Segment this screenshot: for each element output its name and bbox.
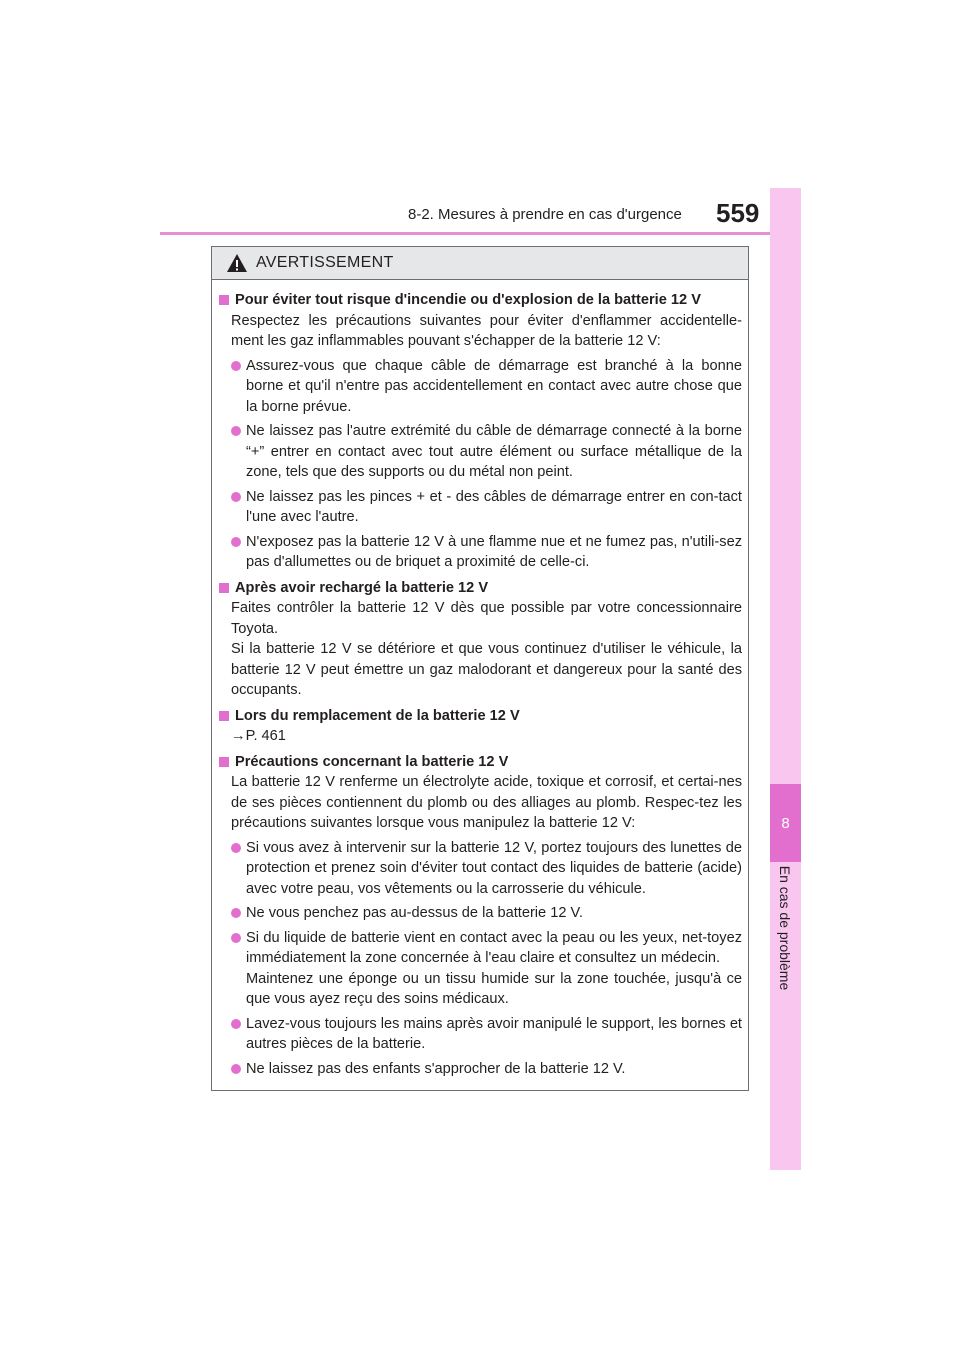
section-paragraph: Faites contrôler la batterie 12 V dès que possible par votre concessionnaire Toyota. <box>231 600 742 637</box>
section-fire-explosion <box>219 290 742 573</box>
list-item: Ne laissez pas l'autre extrémité du câble de démarrage connecté à la borne “+” entrer en contact avec tout autre élément ou surface métallique de la zone, tels que des supports ou du métal non peint. <box>219 421 742 483</box>
chapter-number: 8 <box>770 784 801 862</box>
bullet-dot-icon <box>231 426 241 436</box>
square-bullet-icon <box>219 757 229 767</box>
section-paragraph: La batterie 12 V renferme un électrolyte acide, toxique et corrosif, et certai-nes de ses pièces contiennent du plomb ou des alliages au plomb. Respec-tez les précautions suivantes lorsque vous manipulez la batterie 12 V: <box>231 774 742 831</box>
section-after-recharge <box>219 578 742 701</box>
section-heading: Pour éviter tout risque d'incendie ou d'explosion de la batterie 12 V <box>219 290 742 311</box>
bullet-dot-icon <box>231 537 241 547</box>
bullet-dot-icon <box>231 843 241 853</box>
bullet-dot-icon <box>231 361 241 371</box>
bullet-dot-icon <box>231 908 241 918</box>
warning-title: AVERTISSEMENT <box>256 254 394 271</box>
section-heading: Après avoir rechargé la batterie 12 V <box>219 578 742 599</box>
warning-triangle-icon <box>226 253 248 273</box>
bullet-dot-icon <box>231 492 241 502</box>
bullet-dot-icon <box>231 1019 241 1029</box>
square-bullet-icon <box>219 583 229 593</box>
section-paragraph: Si la batterie 12 V se détériore et que vous continuez d'utiliser le véhicule, la batterie 12 V peut émettre un gaz malodorant et dangereux pour la santé des occupants. <box>231 641 742 698</box>
page-reference-link[interactable]: →P. 461 <box>231 728 286 744</box>
section-header: 8-2. Mesures à prendre en cas d'urgence <box>408 206 682 223</box>
chapter-side-tab <box>770 188 801 1170</box>
section-heading: Lors du remplacement de la batterie 12 V <box>219 706 742 727</box>
square-bullet-icon <box>219 711 229 721</box>
list-item: Ne laissez pas des enfants s'approcher de la batterie 12 V. <box>219 1059 742 1080</box>
list-item: Lavez-vous toujours les mains après avoir manipulé le support, les bornes et autres pièces de la batterie. <box>219 1014 742 1055</box>
section-battery-precautions <box>219 752 742 1080</box>
list-item: N'exposez pas la batterie 12 V à une flamme nue et ne fumez pas, n'utili-sez pas d'allumettes ou de briquet a proximité de celle-ci. <box>219 532 742 573</box>
list-item: Assurez-vous que chaque câble de démarrage est branché à la bonne borne et qu'il n'entre pas accidentellement en contact avec autre chose que la borne prévue. <box>219 356 742 418</box>
chapter-title: En cas de problème <box>777 865 793 991</box>
warning-header <box>212 247 748 280</box>
section-replacement <box>219 706 742 747</box>
list-item: Ne vous penchez pas au-dessus de la batterie 12 V. <box>219 903 742 924</box>
list-item: Si du liquide de batterie vient en contact avec la peau ou les yeux, net-toyez immédiatement la zone concernée à l'eau claire et consultez un médecin. Maintenez une éponge ou un tissu humide sur la zone touchée, jusqu'à ce que vous ayez reçu des soins médicaux. <box>219 928 742 1010</box>
list-item: Ne laissez pas les pinces + et - des câbles de démarrage entrer en con-tact l'une avec l'autre. <box>219 487 742 528</box>
section-heading: Précautions concernant la batterie 12 V <box>219 752 742 773</box>
list-item: Si vous avez à intervenir sur la batterie 12 V, portez toujours des lunettes de protection et prenez soin d'éviter tout contact des liquides de batterie (acide) avec votre peau, vos vêtements ou la carrosserie du véhicule. <box>219 838 742 900</box>
warning-body <box>212 280 748 1079</box>
bullet-dot-icon <box>231 1064 241 1074</box>
bullet-dot-icon <box>231 933 241 943</box>
square-bullet-icon <box>219 295 229 305</box>
section-paragraph: Respectez les précautions suivantes pour éviter d'enflammer accidentelle-ment les gaz inflammables pouvant s'échapper de la batterie 12 V: <box>231 312 742 349</box>
page-number: 559 <box>716 198 760 228</box>
header-rule <box>160 232 800 235</box>
warning-box <box>211 246 749 1091</box>
